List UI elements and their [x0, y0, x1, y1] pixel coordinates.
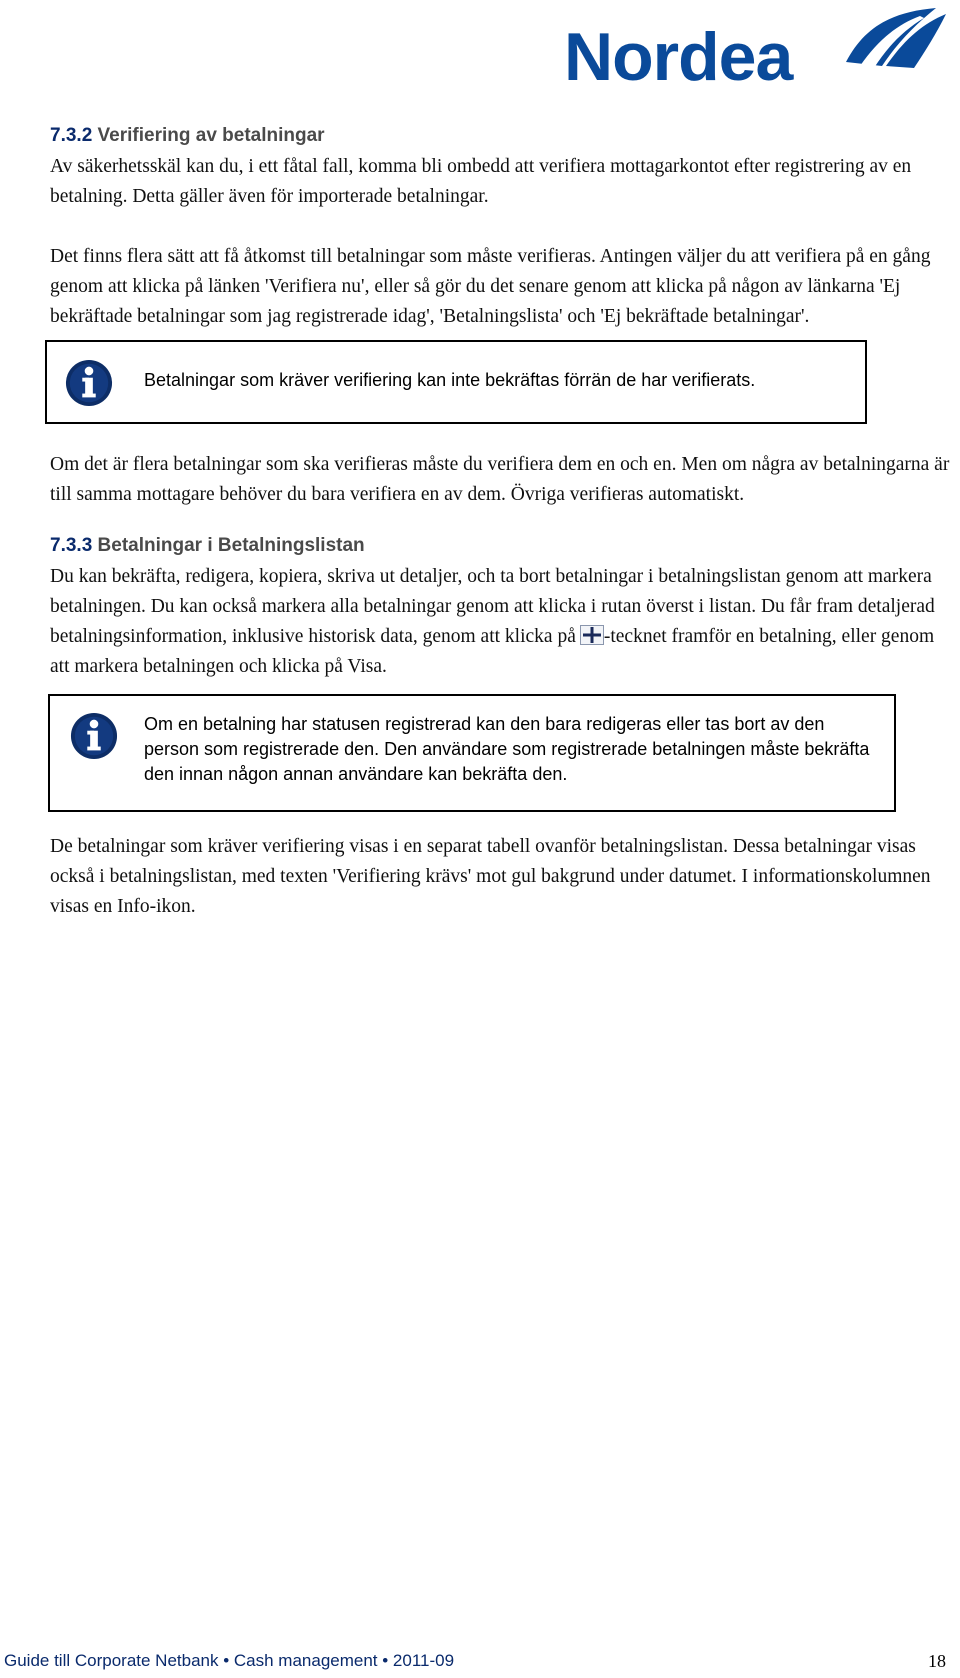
info-text: Betalningar som kräver verifiering kan inte bekräftas förrän de har verifierats.: [144, 370, 756, 390]
nordea-logo-text: Nordea: [564, 19, 793, 90]
section-number: 7.3.2: [50, 125, 93, 146]
paragraph-text: Du kan bekräfta, redigera, kopiera, skriva ut detaljer, och ta bort betalningar i betalningslistan genom att markera betalningen. Du kan också markera alla betalningar genom att klicka i rutan överst i listan. Du får fram detaljerad betalningsinformation, inklusive historisk data, genom att klicka på: [50, 566, 935, 647]
info-icon: [70, 712, 118, 760]
plus-icon: [580, 625, 604, 645]
info-text: Om en betalning har statusen registrerad kan den bara redigeras eller tas bort av den person som registrerade den. Den användare som registrerade betalningen måste bekräfta den innan någon annan användare kan bekräfta den.: [144, 714, 870, 784]
info-box: [48, 694, 896, 812]
paragraph: [50, 562, 950, 682]
section-number: 7.3.3: [50, 535, 93, 556]
footer-text: Guide till Corporate Netbank • Cash management • 2011-09: [4, 1651, 455, 1670]
nordea-logo: [564, 6, 950, 90]
paragraph: De betalningar som kräver verifiering visas i en separat tabell ovanför betalningslistan. Dessa betalningar visas också i betalningslistan, med texten 'Verifiering krävs' mot gul bakgrund under datumet. I informationskolumnen visas en Info-ikon.: [50, 836, 931, 917]
paragraph: Av säkerhetsskäl kan du, i ett fåtal fall, komma bli ombedd att verifiera mottagarkontot efter registrering av en betalning. Detta gäller även för importerade betalningar.: [50, 156, 912, 207]
paragraph-text: -tecknet framför en betalning, eller genom att markera betalningen och klicka på Visa.: [50, 626, 935, 677]
section-heading-7-3-3: [50, 534, 950, 558]
section-heading-7-3-2: [50, 124, 950, 148]
section-title: Verifiering av betalningar: [97, 125, 325, 146]
nordea-sail-icon: [846, 8, 946, 68]
paragraph: Det finns flera sätt att få åtkomst till betalningar som måste verifieras. Antingen väljer du att verifiera på en gång genom att klicka på länken 'Verifiera nu', eller så gör du det senare genom att klicka på någon av länkarna 'Ej bekräftade betalningar som jag registrerade idag', 'Betalningslista' och 'Ej bekräftade betalningar'.: [50, 246, 931, 327]
paragraph: Om det är flera betalningar som ska verifieras måste du verifiera dem en och en. Men om några av betalningarna är till samma mottagare behöver du bara verifiera en av dem. Övriga verifieras automatiskt.: [50, 454, 950, 505]
info-box: [45, 340, 867, 424]
section-title: Betalningar i Betalningslistan: [97, 535, 365, 556]
info-icon: [65, 359, 113, 407]
page-number: 18: [928, 1651, 946, 1671]
document-body: [50, 124, 950, 922]
